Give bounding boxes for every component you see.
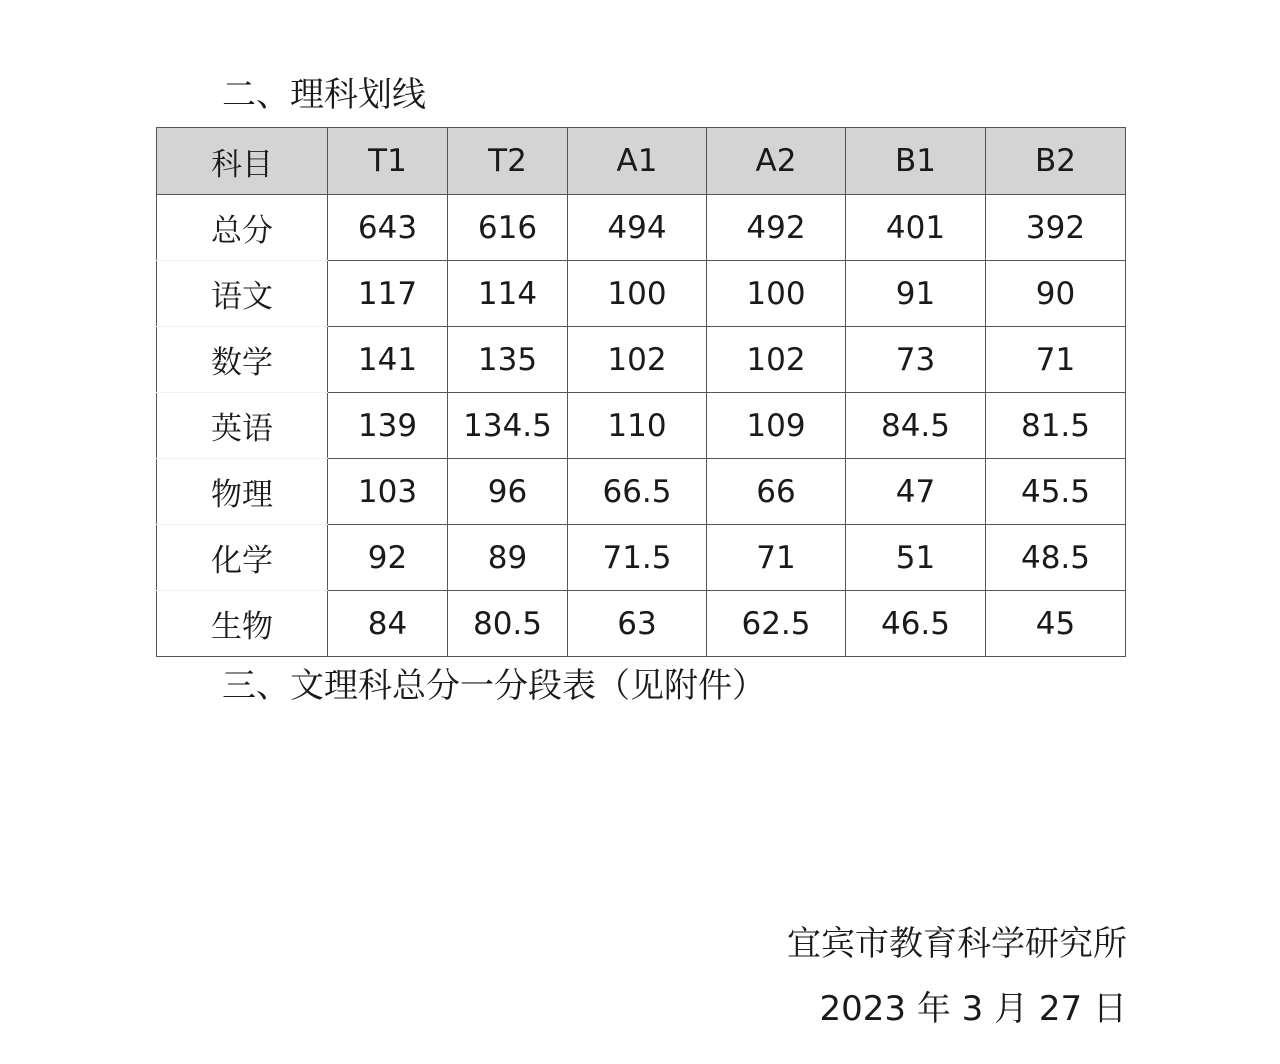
column-header: 科目 (157, 128, 328, 195)
table-row (157, 525, 1126, 591)
score-cell: 66.5 (568, 459, 707, 525)
section-heading-science-cutoff: 二、理科划线 (222, 75, 426, 115)
subject-cell: 语文 (157, 261, 328, 327)
column-header: B2 (986, 128, 1126, 195)
subject-cell: 物理 (157, 459, 328, 525)
score-cell: 71 (707, 525, 846, 591)
issuing-organization: 宜宾市教育科学研究所 (787, 924, 1127, 964)
table-row (157, 393, 1126, 459)
score-cell: 139 (328, 393, 448, 459)
score-cell: 45.5 (986, 459, 1126, 525)
score-cell: 62.5 (707, 591, 846, 657)
column-header: T1 (328, 128, 448, 195)
score-cell: 71 (986, 327, 1126, 393)
score-cell: 66 (707, 459, 846, 525)
subject-cell: 生物 (157, 591, 328, 657)
score-cell: 47 (846, 459, 986, 525)
score-cell: 134.5 (448, 393, 568, 459)
score-cell: 84 (328, 591, 448, 657)
score-cell: 102 (568, 327, 707, 393)
score-cell: 63 (568, 591, 707, 657)
table-row (157, 261, 1126, 327)
score-cell: 100 (568, 261, 707, 327)
table-row (157, 591, 1126, 657)
score-cell: 114 (448, 261, 568, 327)
score-cell: 84.5 (846, 393, 986, 459)
score-cell: 80.5 (448, 591, 568, 657)
score-cell: 492 (707, 195, 846, 261)
column-header: A2 (707, 128, 846, 195)
score-cell: 392 (986, 195, 1126, 261)
column-header: B1 (846, 128, 986, 195)
score-cell: 96 (448, 459, 568, 525)
score-cell: 73 (846, 327, 986, 393)
science-cutoff-table (156, 127, 1126, 657)
score-cell: 89 (448, 525, 568, 591)
score-cell: 81.5 (986, 393, 1126, 459)
table-row (157, 459, 1126, 525)
table-row (157, 195, 1126, 261)
score-cell: 92 (328, 525, 448, 591)
score-cell: 109 (707, 393, 846, 459)
score-cell: 494 (568, 195, 707, 261)
subject-cell: 英语 (157, 393, 328, 459)
section-heading-score-distribution: 三、文理科总分一分段表（见附件） (222, 666, 766, 706)
score-cell: 141 (328, 327, 448, 393)
score-cell: 616 (448, 195, 568, 261)
table-row (157, 327, 1126, 393)
score-cell: 643 (328, 195, 448, 261)
table-header-row (157, 128, 1126, 195)
subject-cell: 数学 (157, 327, 328, 393)
column-header: A1 (568, 128, 707, 195)
score-cell: 117 (328, 261, 448, 327)
score-cell: 103 (328, 459, 448, 525)
score-cell: 90 (986, 261, 1126, 327)
score-cell: 45 (986, 591, 1126, 657)
column-header: T2 (448, 128, 568, 195)
score-cell: 100 (707, 261, 846, 327)
issue-date: 2023 年 3 月 27 日 (819, 989, 1127, 1029)
score-cell: 48.5 (986, 525, 1126, 591)
score-cell: 110 (568, 393, 707, 459)
subject-cell: 化学 (157, 525, 328, 591)
score-cell: 102 (707, 327, 846, 393)
score-cell: 46.5 (846, 591, 986, 657)
score-cell: 91 (846, 261, 986, 327)
score-cell: 71.5 (568, 525, 707, 591)
score-cell: 401 (846, 195, 986, 261)
score-cell: 51 (846, 525, 986, 591)
score-cell: 135 (448, 327, 568, 393)
subject-cell: 总分 (157, 195, 328, 261)
